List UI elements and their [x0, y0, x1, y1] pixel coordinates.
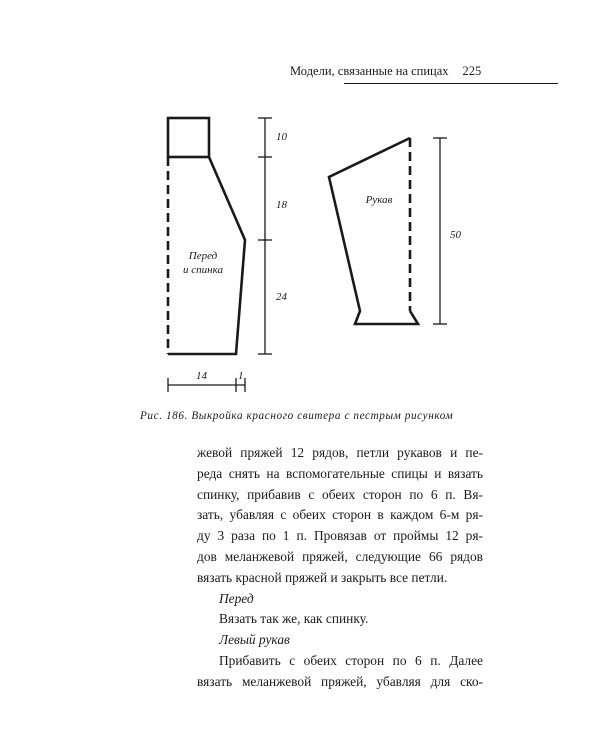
vertical-dimension: [258, 118, 272, 354]
sleeve-dimension: [433, 138, 447, 324]
text-line: жевой пряжей 12 рядов, петли рукавов и пе-: [197, 445, 483, 460]
body-text: [197, 443, 483, 693]
page-number: 225: [462, 64, 482, 78]
piece1-label-line2: и спинка: [183, 264, 223, 276]
text-line: дов меланжевой пряжей, следующие 66 рядов: [197, 548, 483, 564]
sleeve-outline: [329, 138, 418, 324]
dim-small: 1: [238, 370, 244, 382]
text-line: Прибавить с обеих сторон по 6 п. Далее: [219, 652, 483, 668]
dim-sleeve: 50: [450, 229, 461, 241]
text-line: ду 3 раза по 1 п. Провязав от проймы 12 ря-: [197, 528, 483, 544]
section-heading-sleeve: Левый рукав: [219, 632, 290, 648]
sleeve-piece: [329, 138, 418, 324]
text-line: реда снять на вспомогательные спицы и вязать: [197, 465, 483, 481]
text-line: зать, убавляя с обеих сторон в каждом 6-м ря-: [197, 507, 483, 523]
dim-top: 10: [276, 131, 287, 143]
dim-middle: 18: [276, 199, 287, 211]
text-line: вязать красной пряжей и закрыть все петли.: [197, 569, 448, 585]
front-back-piece: [168, 118, 245, 354]
text-line: вязать меланжевой пряжей, убавляя для ско-: [197, 673, 483, 689]
header-title: Модели, связанные на спицах: [290, 64, 449, 78]
neck-rect: [168, 118, 209, 157]
piece1-label-line1: Перед: [188, 250, 218, 262]
front-text: Вязать так же, как спинку.: [219, 611, 369, 627]
section-heading-front: Перед: [219, 590, 254, 606]
piece2-label: Рукав: [365, 194, 393, 206]
dim-bottom: 24: [276, 291, 287, 303]
dim-width: 14: [196, 370, 207, 382]
text-line: спинку, прибавив с обеих сторон по 6 п. Вя-: [197, 486, 483, 502]
figure-caption: Рис. 186. Выкройка красного свитера с пестрым рисунком: [140, 410, 454, 422]
